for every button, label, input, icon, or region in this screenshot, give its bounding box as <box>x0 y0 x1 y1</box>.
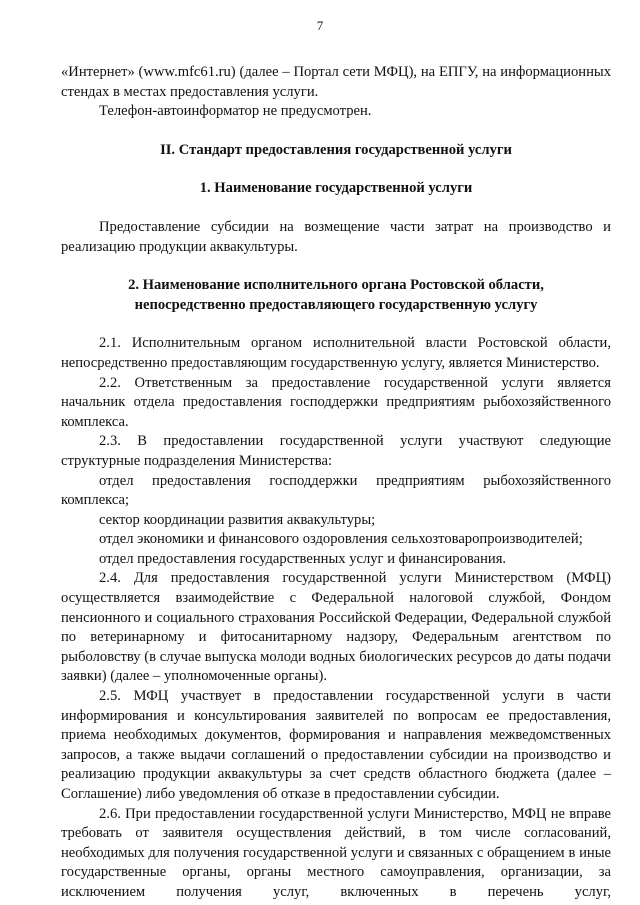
subsection-2-title <box>61 276 611 315</box>
subsection-1-text: Предоставление субсидии на возмещение части затрат на производство и реализацию продукции аквакультуры. <box>61 218 611 255</box>
unit-list-item: отдел предоставления государственных услуг и финансирования. <box>99 550 507 567</box>
paragraph-2-5: 2.5. МФЦ участвует в предоставлении государственной услуги в части информирования и консультирования заявителей по вопросам ее предоставления, приема необходимых документов, формирования и направления межведомственных запросов, а также выдачи соглашений о предоставлении субсидии на производство и реализацию продукции аквакультуры за счет средств областного бюджета (далее – Соглашение) либо уведомления об отказе в предоставлении субсидии. <box>61 688 611 802</box>
page-number: 7 <box>316 18 324 33</box>
intro-paragraph: «Интернет» (www.mfc61.ru) (далее – Портал сети МФЦ), на ЕПГУ, на информационных стендах в местах предоставления услуги. <box>61 64 611 100</box>
paragraph-2-4: 2.4. Для предоставления государственной услуги Министерством (МФЦ) осуществляется взаимодействие с Федеральной налоговой службой, Фондом пенсионного и социального страхования Российской Федерации, Федеральной службой по ветеринарному и фитосанитарному надзору, Федеральным агентством по рыболовству (в случае выпуска молоди водных биологических ресурсов до даты подачи заявки) (далее – уполномоченные органы). <box>61 570 611 685</box>
subsection-2-title-line1: 2. Наименование исполнительного органа Ростовской области, <box>128 277 544 294</box>
paragraph-2-3: 2.3. В предоставлении государственной услуги участвуют следующие структурные подразделения Министерства: <box>61 433 611 469</box>
section-title: II. Стандарт предоставления государственной услуги <box>160 141 512 158</box>
unit-list-item: отдел предоставления господдержки предприятиям рыбохозяйственного комплекса; <box>61 472 611 509</box>
document-body <box>61 63 611 903</box>
paragraph-2-1: 2.1. Исполнительным органом исполнительной власти Ростовской области, непосредственно предоставляющим государственную услугу, является Министерство. <box>61 335 611 371</box>
subsection-1-title: 1. Наименование государственной услуги <box>199 180 473 197</box>
intro-phone-note: Телефон-автоинформатор не предусмотрен. <box>99 103 372 120</box>
unit-list-item: отдел экономики и финансового оздоровления сельхозтоваропроизводителей; <box>99 531 583 548</box>
subsection-2-title-line2: непосредственно предоставляющего государственную услугу <box>134 296 538 313</box>
unit-list-item: сектор координации развития аквакультуры; <box>99 511 376 528</box>
paragraph-2-6: 2.6. При предоставлении государственной услуги Министерство, МФЦ не вправе требовать от заявителя осуществления действий, в том числе согласований, необходимых для получения государственной услуги и связанных с обращением в иные государственные органы, органы местного самоуправления, организации, за исключением получения услуг, включенных в перечень услуг, <box>61 805 611 900</box>
paragraph-2-2: 2.2. Ответственным за предоставление государственной услуги является начальник отдела предоставления господдержки предприятиям рыбохозяйственного комплекса. <box>61 374 611 430</box>
